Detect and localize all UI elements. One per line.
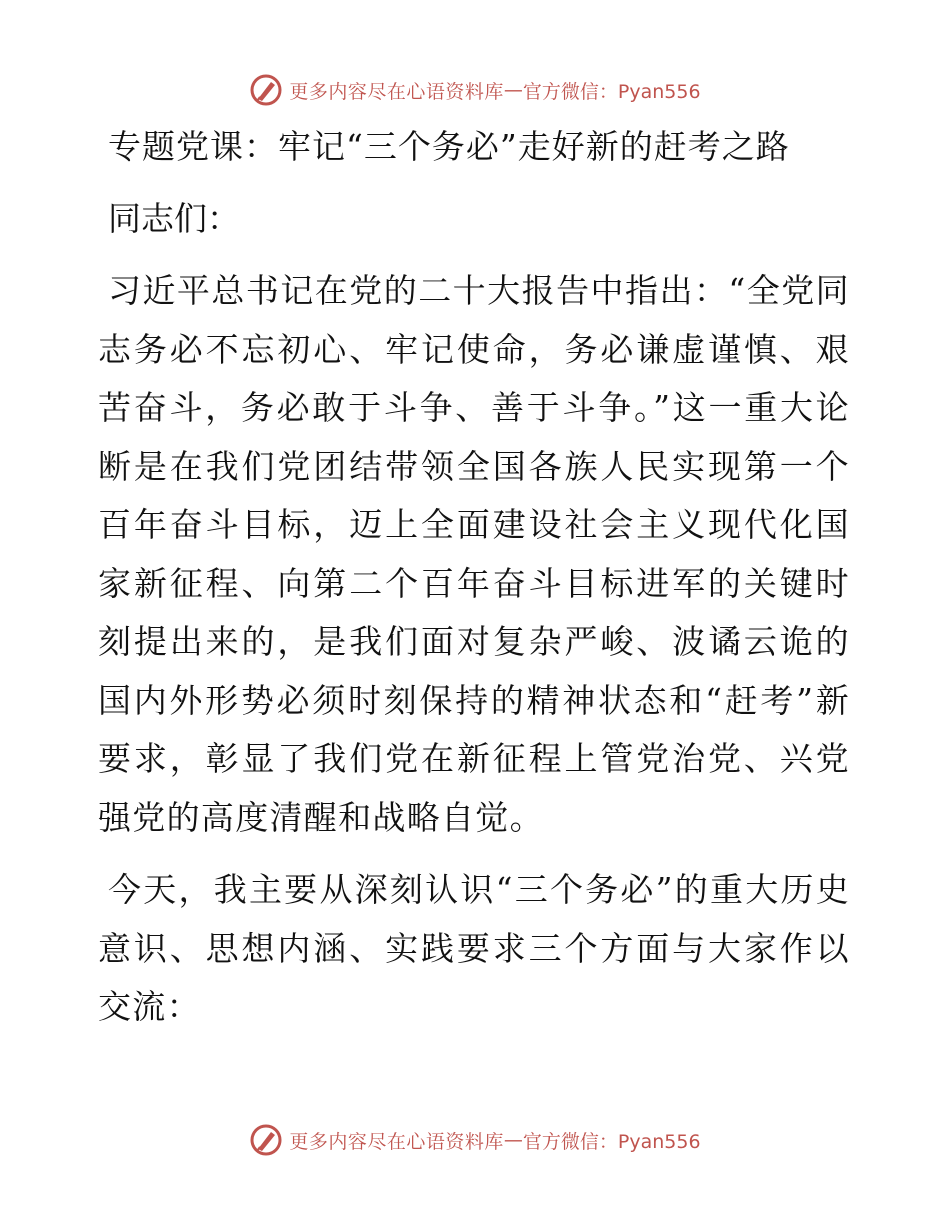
quill-pen-logo-icon <box>249 1123 283 1157</box>
watermark-separator: — <box>503 79 523 101</box>
salutation: 同志们： <box>108 199 240 238</box>
paragraph-2: 今天，我主要从深刻认识“三个务必”的重大历史意识、思想内涵、实践要求三个方面与大家作以交流： <box>98 870 850 1026</box>
quill-pen-logo-icon <box>249 73 283 107</box>
document-body <box>98 118 850 1037</box>
watermark-wechat: 官方微信：Pyan556 <box>522 1130 701 1153</box>
watermark-text: 更多内容尽在心语资料库 <box>289 1130 504 1153</box>
header-watermark <box>0 70 950 110</box>
paragraph-1: 习近平总书记在党的二十大报告中指出：“全党同志务必不忘初心、牢记使命，务必谦虚谨慎、艰苦奋斗，务必敢于斗争、善于斗争。”这一重大论断是在我们党团结带领全国各族人民实现第一个百年奋斗目标，迈上全面建设社会主义现代化国家新征程、向第二个百年奋斗目标进军的关键时刻提出来的，是我们面对复杂严峻、波谲云诡的国内外形势必须时刻保持的精神状态和“赶考”新要求，彰显了我们党在新征程上管党治党、兴党强党的高度清醒和战略自觉。 <box>98 271 850 837</box>
watermark-separator: — <box>503 1129 523 1151</box>
watermark-wechat: 官方微信：Pyan556 <box>522 80 701 103</box>
footer-watermark <box>0 1120 950 1160</box>
document-title: 专题党课：牢记“三个务必”走好新的赶考之路 <box>108 127 790 166</box>
watermark-text: 更多内容尽在心语资料库 <box>289 80 504 103</box>
